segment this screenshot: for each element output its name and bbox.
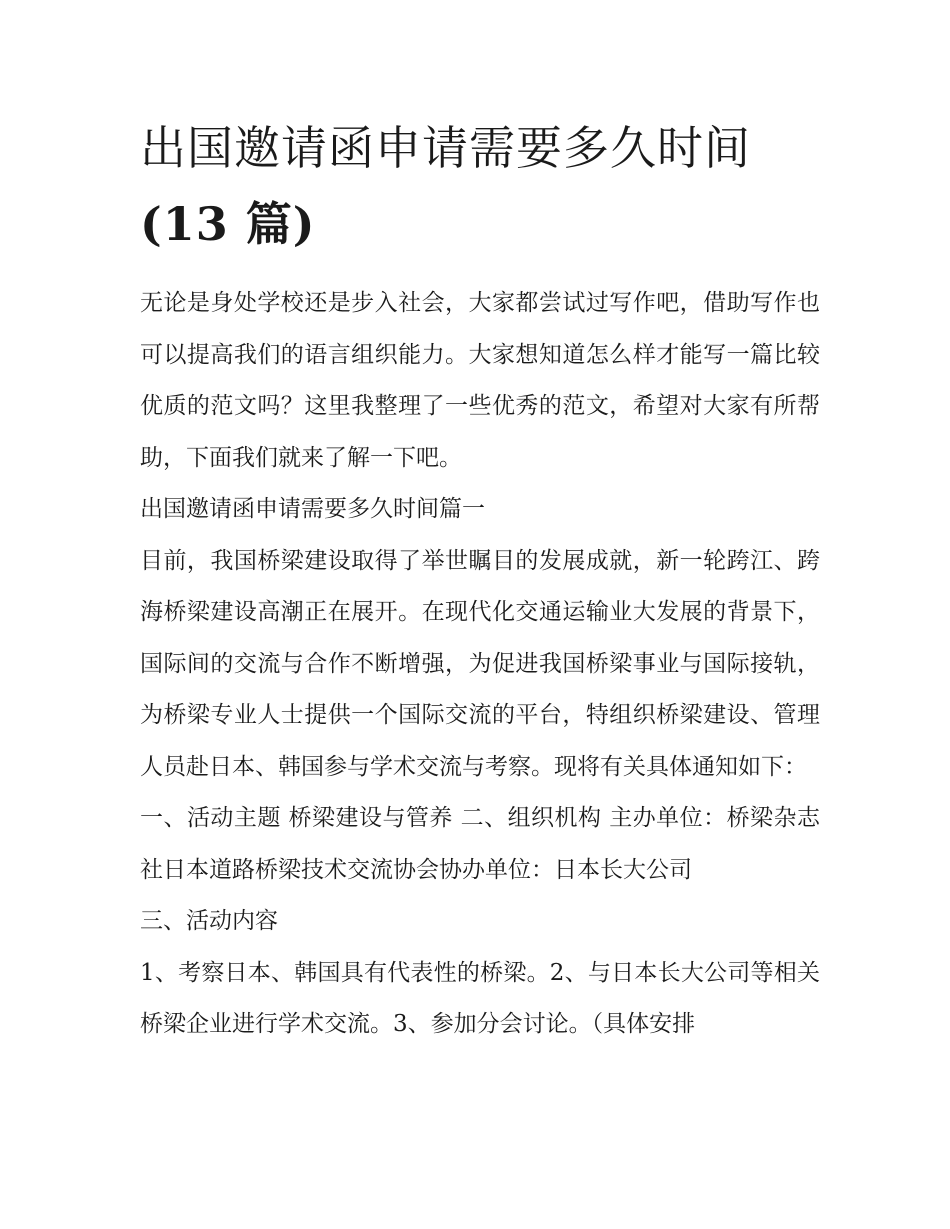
- document-page: [140, 110, 820, 1051]
- title-line-2: (13 篇): [140, 197, 316, 251]
- body-paragraph: 1、考察日本、韩国具有代表性的桥梁。2、与日本长大公司等相关桥梁企业进行学术交流。3、参加分会讨论。（具体安排: [140, 959, 820, 1037]
- intro-paragraph: 无论是身处学校还是步入社会，大家都尝试过写作吧，借助写作也可以提高我们的语言组织能力。大家想知道怎么样才能写一篇比较优质的范文吗？这里我整理了一些优秀的范文，希望对大家有所帮助，下面我们就来了解一下吧。: [140, 290, 820, 471]
- body-paragraph: 目前，我国桥梁建设取得了举世瞩目的发展成就，新一轮跨江、跨海桥梁建设高潮正在展开。在现代化交通运输业大发展的背景下，国际间的交流与合作不断增强，为促进我国桥梁事业与国际接轨，为桥梁专业人士提供一个国际交流的平台，特组织桥梁建设、管理人员赴日本、韩国参与学术交流与考察。现将有关具体通知如下：: [140, 547, 820, 780]
- title-line-1: 出国邀请函申请需要多久时间: [140, 121, 751, 175]
- section-heading: 出国邀请函申请需要多久时间篇一: [140, 496, 485, 522]
- document-title: [140, 110, 820, 262]
- body-paragraph: 一、活动主题 桥梁建设与管养 二、组织机构 主办单位：桥梁杂志社日本道路桥梁技术交流协会协办单位：日本长大公司: [140, 805, 820, 883]
- body-paragraph: 三、活动内容: [140, 908, 278, 934]
